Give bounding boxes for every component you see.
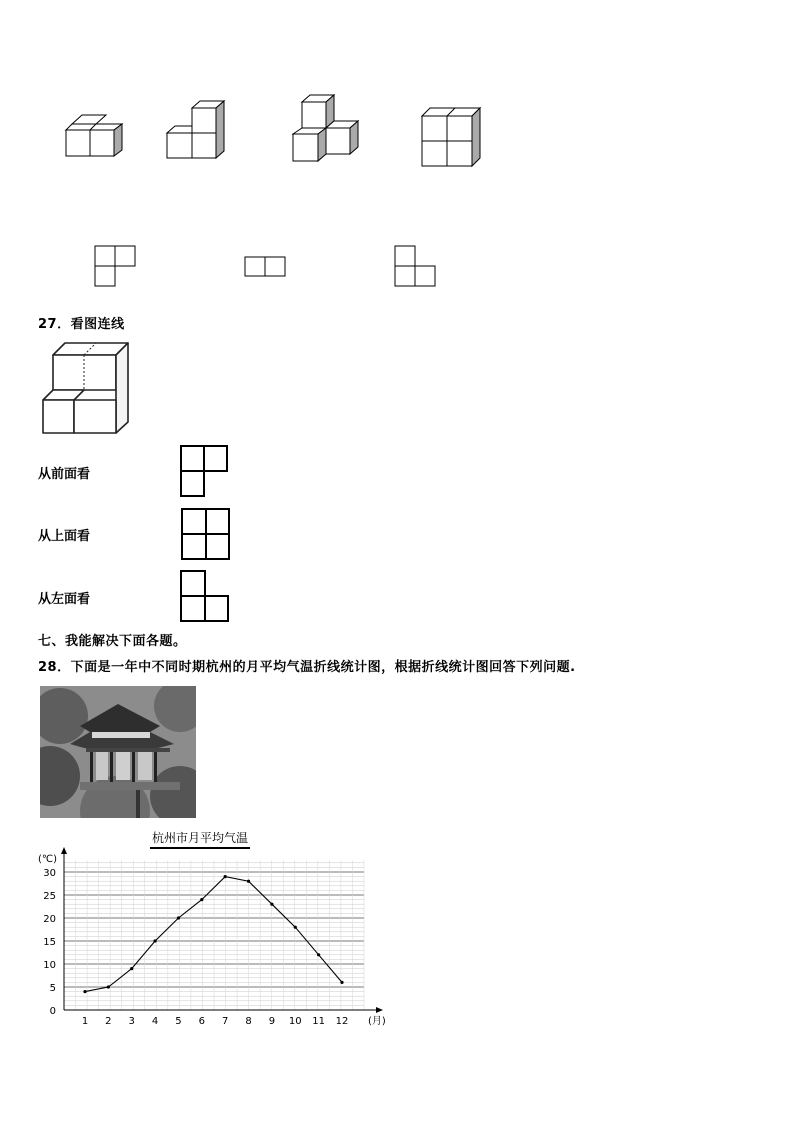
data-point (177, 916, 180, 919)
temperature-line (85, 877, 342, 992)
data-point (294, 926, 297, 929)
data-point (107, 985, 110, 988)
x-tick-label: 2 (105, 1016, 112, 1027)
data-point (224, 875, 227, 878)
y-tick-label: 25 (43, 891, 56, 902)
x-tick-label: 3 (128, 1016, 135, 1027)
x-tick-label: 4 (151, 1016, 159, 1027)
x-tick-label: 12 (335, 1016, 349, 1027)
view-label-front: 从前面看 (38, 467, 91, 482)
x-tick-label: 8 (245, 1016, 252, 1027)
question-27-title: 27．看图连线 (38, 317, 125, 332)
x-tick-label: 9 (268, 1016, 276, 1027)
section-7-title: 七、我能解决下面各题。 (38, 634, 187, 649)
data-point (317, 953, 320, 956)
y-tick-label: 0 (49, 1006, 56, 1017)
x-tick-label: 7 (221, 1016, 229, 1027)
data-point (130, 967, 133, 970)
view-label-left: 从左面看 (38, 592, 91, 607)
data-point (153, 939, 156, 942)
y-tick-label: 15 (43, 937, 56, 948)
view-label-top: 从上面看 (38, 529, 91, 544)
x-axis-arrow (376, 1007, 383, 1013)
data-point (340, 981, 343, 984)
chart-title: 杭州市月平均气温 (150, 829, 250, 849)
y-axis-arrow (61, 847, 67, 854)
y-tick-label: 30 (43, 868, 56, 879)
y-tick-label: 10 (43, 960, 56, 971)
data-point (83, 990, 86, 993)
x-tick-label: 10 (288, 1016, 302, 1027)
x-tick-label: 11 (312, 1016, 326, 1027)
x-tick-label: 5 (175, 1016, 182, 1027)
x-axis-label: (月) (368, 1016, 386, 1027)
data-point (247, 880, 250, 883)
y-tick-label: 5 (49, 983, 56, 994)
x-tick-label: 1 (81, 1016, 89, 1027)
x-tick-label: 6 (198, 1016, 206, 1027)
y-tick-label: 20 (43, 914, 56, 925)
y-axis-label: (℃) (38, 854, 58, 865)
data-point (200, 898, 203, 901)
data-point (270, 903, 273, 906)
question-28-text: 28．下面是一年中不同时期杭州的月平均气温折线统计图，根据折线统计图回答下列问题. (38, 660, 576, 675)
